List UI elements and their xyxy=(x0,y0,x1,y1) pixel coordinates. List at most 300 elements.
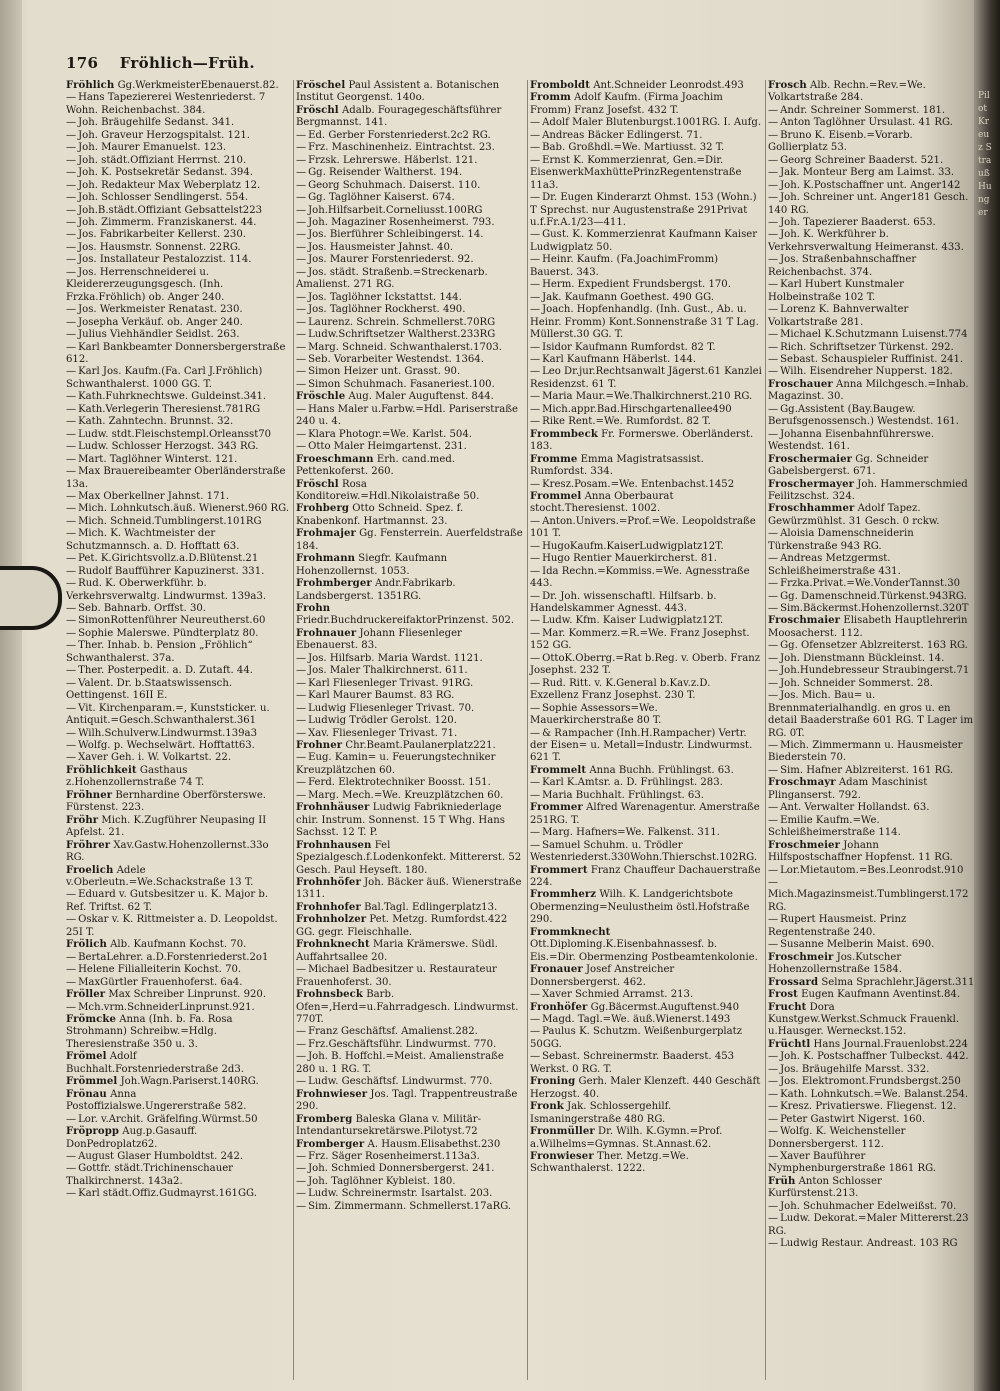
entry-surname: Froschhammer xyxy=(768,503,855,515)
entry-details: Ott.Diploming.K.Eisenbahnassesf. b. Eis.=Dir. Obermenzing Postbeamtenkolonie. xyxy=(530,939,758,963)
entry-repeat-dash: — xyxy=(66,553,77,565)
directory-entry xyxy=(296,690,524,702)
entry-surname: Fronwieser xyxy=(530,1150,594,1162)
directory-entry xyxy=(768,665,975,677)
directory-entry xyxy=(66,1114,290,1126)
entry-details: Xav.Gastw.Hohenzollernst.33o RG. xyxy=(66,839,269,864)
directory-entry xyxy=(296,242,524,254)
entry-details: Jos. Straßenbahnschaffner Reichenbachst. 374. xyxy=(768,254,917,278)
page-number: 176 xyxy=(66,54,99,72)
entry-repeat-dash: — xyxy=(530,702,541,714)
entry-repeat-dash: — xyxy=(768,528,779,540)
directory-entry xyxy=(66,790,290,815)
entry-details: Ed. Gerber Forstenriederst.2c2 RG. xyxy=(308,129,491,141)
directory-entry xyxy=(296,1076,524,1088)
entry-details: Frz. Säger Rosenheimerst.113a3. xyxy=(308,1150,480,1162)
directory-entry xyxy=(530,827,762,839)
directory-entry xyxy=(66,1188,290,1200)
directory-entry xyxy=(66,578,290,603)
directory-entry xyxy=(296,939,524,964)
entry-repeat-dash: — xyxy=(66,254,77,266)
entry-details: Emma Magistratsassist. Rumfordst. 334. xyxy=(530,453,704,478)
directory-column-4 xyxy=(766,80,978,1380)
entry-details: Emilie Kaufm.=We. Schleißheimerstraße 114. xyxy=(768,814,901,839)
directory-entry xyxy=(66,205,290,217)
directory-entry xyxy=(768,653,975,665)
entry-surname: Frohmberger xyxy=(296,578,372,590)
entry-details: Joh. K.Postschaffner unt. Anger142 xyxy=(780,179,961,191)
entry-details: Franz Chauffeur Dachauerstraße 224. xyxy=(530,864,761,888)
directory-entry xyxy=(296,317,524,329)
entry-details: Hans Tapeziererei Westenriederst. 7 Wohn. Reichenbachst. 384. xyxy=(66,92,266,116)
page-right-edge-shadow xyxy=(974,0,1000,1391)
directory-entry xyxy=(768,802,975,814)
entry-repeat-dash: — xyxy=(66,117,77,129)
entry-repeat-dash: — xyxy=(66,428,77,440)
entry-details: Adolf Buchhalt.Forstenriederstraße 2d3. xyxy=(66,1051,244,1075)
entry-repeat-dash: — xyxy=(66,1001,77,1013)
entry-repeat-dash: — xyxy=(66,976,77,988)
entry-repeat-dash: — xyxy=(768,1150,779,1162)
entry-repeat-dash: — xyxy=(530,254,541,266)
entry-details: Josef Anstreicher Donnersbergerst. 462. xyxy=(530,964,675,988)
directory-entry xyxy=(296,454,524,479)
entry-repeat-dash: — xyxy=(768,690,779,702)
entry-details: Mich. K.Zugführer Neupasing II Apfelst. 21. xyxy=(66,814,267,839)
entry-details: Ludwig Fliesenleger Trivast. 70. xyxy=(308,702,475,714)
page-header xyxy=(66,54,255,72)
entry-details: Seb. Vorarbeiter Westendst. 1364. xyxy=(308,353,484,365)
entry-details: Aug.p.Gasauff. DonPedroplatz62. xyxy=(66,1126,198,1150)
entry-surname: Frohnhofer xyxy=(296,901,361,913)
entry-details: Jos. Fabrikarbeiter Kellerst. 230. xyxy=(78,229,246,241)
entry-details: Wilh.Schulverw.Lindwurmst.139a3 xyxy=(78,727,257,739)
entry-repeat-dash: — xyxy=(296,1026,307,1038)
entry-repeat-dash: — xyxy=(768,403,779,415)
entry-surname: Frohnhäuser xyxy=(296,802,370,814)
entry-details: Ludwig Restaur. Andreast. 103 RG xyxy=(780,1238,958,1250)
entry-details: Ida Rechn.=Kommiss.=We. Agnesstraße 443. xyxy=(530,565,750,590)
directory-entry xyxy=(66,130,290,142)
entry-repeat-dash: — xyxy=(768,802,779,814)
entry-details: Andreas Metzgermst. Schleißheimerstraße 431. xyxy=(768,553,901,577)
entry-surname: Frommbeck xyxy=(530,428,598,440)
entry-details: Joh. Zimmerm. Franziskanerst. 44. xyxy=(78,216,257,228)
directory-entry xyxy=(768,1114,975,1126)
entry-details: Aloisia Damenschneiderin Türkenstraße 943 RG. xyxy=(768,528,914,552)
entry-details: Eug. Kamin= u. Feuerungstechniker Kreuzplätzchen 60. xyxy=(296,752,496,776)
entry-details: Sophie Malerswe. Pündterplatz 80. xyxy=(78,627,259,639)
entry-details: Adalb. Fouragegeschäftsführer Bergmannst. 141. xyxy=(296,104,502,129)
directory-entry xyxy=(296,366,524,378)
entry-details: Jos. Werkmeister Renatast. 230. xyxy=(78,304,243,316)
entry-surname: Frosch xyxy=(768,80,807,91)
directory-entry xyxy=(296,1114,524,1139)
entry-details: Joh. Schlosser Sendlingerst. 554. xyxy=(78,192,249,204)
directory-entry xyxy=(530,628,762,653)
entry-repeat-dash: — xyxy=(530,540,541,552)
entry-repeat-dash: — xyxy=(66,441,77,453)
entry-surname: Fromm xyxy=(530,92,571,104)
directory-entry xyxy=(530,254,762,279)
entry-repeat-dash: — xyxy=(768,1076,779,1088)
entry-repeat-dash: — xyxy=(768,117,779,129)
entry-details: Jak. Monteur Berg am Laimst. 33. xyxy=(780,167,955,179)
entry-details: Jos. Mich. Bau= u. Brennmaterialhandlg. en gros u. en detail Baaderstraße 601 RG. T Lager im RG. 0T. xyxy=(768,690,974,739)
directory-entry xyxy=(768,217,975,229)
entry-repeat-dash: — xyxy=(66,752,77,764)
entry-details: Joh. K. Werkführer b. Verkehrsverwaltung Heimeranst. 433. xyxy=(768,229,964,253)
entry-repeat-dash: — xyxy=(66,316,77,328)
entry-details: Gasthaus z.Hohenzollernstraße 74 T. xyxy=(66,764,205,789)
entry-surname: Froschmayr xyxy=(768,777,836,789)
entry-details: Joach. Hopfenhandlg. (Inh. Gust., Ab. u. Heinr. Fromm) Kont.Sonnenstraße 31 T Lag. Müllerst.30 GG. T. xyxy=(530,304,759,341)
entry-repeat-dash: — xyxy=(530,129,541,141)
directory-entry xyxy=(66,952,290,964)
entry-details: Helene Filialleiterin Kochst. 70. xyxy=(78,964,242,976)
entry-repeat-dash: — xyxy=(296,353,307,365)
entry-details: Mich.appr.Bad.Hirschgartenallee490 xyxy=(542,403,732,415)
directory-entry xyxy=(530,728,762,765)
entry-details: Kath. Lohnkutsch.=We. Balanst.254. xyxy=(780,1088,969,1100)
entry-repeat-dash: — xyxy=(530,565,541,577)
directory-entry xyxy=(530,429,762,454)
directory-entry xyxy=(768,479,975,504)
entry-details: Peter Gastwirt Nigerst. 160. xyxy=(780,1113,926,1125)
entry-repeat-dash: — xyxy=(768,677,779,689)
entry-details: Sim.Bäckermst.Hohenzollernst.320T xyxy=(780,603,969,615)
entry-details: Adam Maschinist Plinganserst. 792. xyxy=(768,777,928,801)
directory-entry xyxy=(768,254,975,279)
entry-repeat-dash: — xyxy=(530,291,541,303)
entry-repeat-dash: — xyxy=(296,254,307,266)
directory-entry xyxy=(530,229,762,254)
entry-repeat-dash: — xyxy=(768,1088,779,1100)
directory-entry xyxy=(530,566,762,591)
entry-details: Johanna Eisenbahnführerswe. Westendst. 161. xyxy=(768,428,935,453)
entry-details: Jak. Kaufmann Goethest. 490 GG. xyxy=(542,291,715,303)
directory-entry xyxy=(296,752,524,777)
directory-entry xyxy=(66,615,290,627)
entry-repeat-dash: — xyxy=(66,391,77,403)
directory-entry xyxy=(66,728,290,740)
entry-repeat-dash: — xyxy=(768,366,779,378)
directory-entry xyxy=(66,1151,290,1163)
directory-entry xyxy=(768,914,975,939)
entry-details: Fel Spezialgesch.f.Lodenkonfekt. Mittererst. 52 Gesch. Paul Heyseft. 180. xyxy=(296,839,522,876)
entry-repeat-dash: — xyxy=(530,615,541,627)
entry-repeat-dash: — xyxy=(296,266,307,278)
entry-details: Sebast. Schauspieler Ruffinist. 241. xyxy=(780,353,964,365)
entry-surname: Froschauer xyxy=(768,378,833,390)
entry-surname: Froschmeier xyxy=(768,839,840,851)
entry-repeat-dash: — xyxy=(66,503,77,515)
entry-repeat-dash: — xyxy=(530,391,541,403)
entry-details: Maria Buchhalt. Frühlingst. 63. xyxy=(542,789,704,801)
entry-details: Jak. Schlossergehilf. Ismaningerstraße 480 RG. xyxy=(530,1101,672,1125)
entry-repeat-dash: — xyxy=(296,652,307,664)
entry-details: Marg. Schneid. Schwanthalerst.1703. xyxy=(308,341,502,353)
directory-entry xyxy=(530,591,762,616)
entry-details: Eugen Kaufmann Aventinst.84. xyxy=(801,989,961,1001)
directory-entry xyxy=(66,267,290,304)
directory-entry xyxy=(768,229,975,254)
directory-entry xyxy=(768,366,975,378)
directory-entry xyxy=(768,342,975,354)
entry-details: Ludw.Schriftsetzer Waltherst.233RG xyxy=(308,329,496,341)
entry-details: Gg.Assistent (Bay.Baugew. Berufsgenossensch.) Westendst. 161. xyxy=(768,403,959,428)
entry-details: Mch.vrm.SchneiderLinprunst.921. xyxy=(78,1001,255,1013)
entry-surname: Fromberg xyxy=(296,1113,353,1125)
entry-details: Valent. Dr. b.Staatswissensch. Oettingenst. 16II E. xyxy=(66,677,233,702)
directory-entry xyxy=(66,516,290,528)
entry-repeat-dash: — xyxy=(66,416,77,428)
entry-details: Max Schreiber Linprunst. 920. xyxy=(108,989,267,1001)
entry-details: Otto Maler Heimgartenst. 231. xyxy=(308,441,467,453)
entry-details: Wilh. Eisendreher Nupperst. 182. xyxy=(780,366,953,378)
directory-entry xyxy=(768,1126,975,1151)
directory-entry xyxy=(66,342,290,367)
entry-repeat-dash: — xyxy=(530,839,541,851)
entry-repeat-dash: — xyxy=(296,1188,307,1200)
entry-details: Frz.Geschäftsführ. Lindwurmst. 770. xyxy=(308,1038,497,1050)
entry-details: Andr. Schreiner Sommerst. 181. xyxy=(780,104,946,116)
page-running-title: Fröhlich—Früh. xyxy=(119,54,255,72)
directory-entry xyxy=(66,429,290,441)
directory-entry xyxy=(296,1201,524,1213)
entry-repeat-dash: — xyxy=(296,665,307,677)
entry-details: Josepha Verkäuf. ob. Anger 240. xyxy=(78,316,243,328)
entry-surname: Frohnwieser xyxy=(296,1088,368,1100)
entry-details: Anna Milchgesch.=Inhab. Magazinst. 30. xyxy=(768,378,969,403)
entry-details: Dr. Joh. wissenschaftl. Hilfsarb. b. Handelskammer Agnesst. 443. xyxy=(530,590,717,615)
entry-details: Pet. Metzg. Rumfordst.422 GG. gegr. Fleischhalle. xyxy=(296,914,508,938)
directory-entry xyxy=(296,167,524,179)
directory-entry xyxy=(768,80,975,105)
entry-repeat-dash: — xyxy=(768,104,779,116)
entry-repeat-dash: — xyxy=(66,1163,77,1175)
entry-details: Max Oberkellner Jahnst. 171. xyxy=(78,490,230,502)
entry-repeat-dash: — xyxy=(296,1051,307,1063)
entry-surname: Fröhrer xyxy=(66,839,111,851)
directory-entry xyxy=(768,678,975,690)
directory-entry xyxy=(296,267,524,292)
entry-details: Ludw. Geschäftsf. Lindwurmst. 770. xyxy=(308,1076,493,1088)
entry-surname: Froning xyxy=(530,1076,576,1088)
entry-repeat-dash: — xyxy=(66,1113,77,1125)
entry-details: Rich. Schriftsetzer Türkenst. 292. xyxy=(780,341,954,353)
entry-repeat-dash: — xyxy=(768,1101,779,1113)
entry-repeat-dash: — xyxy=(768,1200,779,1212)
entry-repeat-dash: — xyxy=(530,652,541,664)
entry-repeat-dash: — xyxy=(66,403,77,415)
directory-entry xyxy=(530,653,762,678)
directory-entry xyxy=(530,964,762,989)
entry-repeat-dash: — xyxy=(66,565,77,577)
entry-details: Wolfg. p. Wechselwärt. Hofftatt63. xyxy=(78,740,255,752)
entry-repeat-dash: — xyxy=(296,441,307,453)
directory-entry xyxy=(768,1039,975,1051)
entry-repeat-dash: — xyxy=(296,241,307,253)
directory-entry xyxy=(296,342,524,354)
entry-repeat-dash: — xyxy=(530,117,541,129)
entry-details: Pet. K.Girichtsvollz.a.D.Blütenst.21 xyxy=(78,553,259,565)
entry-repeat-dash: — xyxy=(768,764,779,776)
directory-entry xyxy=(530,553,762,565)
directory-entry xyxy=(530,703,762,728)
entry-details: Maria Krämerswe. Südl. Auffahrtsallee 20. xyxy=(296,939,498,963)
directory-entry xyxy=(296,304,524,316)
entry-details: Joh. Redakteur Max Weberplatz 12. xyxy=(78,179,261,191)
entry-details: Andr.Fabrikarb. Landsbergerst. 1351RG. xyxy=(296,578,456,602)
directory-entry xyxy=(530,989,762,1001)
entry-repeat-dash: — xyxy=(768,229,779,241)
entry-surname: Frömel xyxy=(66,1051,107,1063)
entry-repeat-dash: — xyxy=(768,877,779,888)
entry-details: Joh. Schneider Sommerst. 28. xyxy=(780,677,934,689)
entry-details: Sim. Zimmermann. Schmellerst.17aRG. xyxy=(308,1200,512,1212)
entry-repeat-dash: — xyxy=(530,553,541,565)
directory-entry xyxy=(66,939,290,951)
entry-details: Joh. Magaziner Rosenheimerst. 793. xyxy=(308,216,495,228)
directory-entry xyxy=(768,591,975,603)
entry-details: Franz Geschäftsf. Amalienst.282. xyxy=(308,1026,478,1038)
directory-entry xyxy=(530,1026,762,1051)
entry-surname: Fromboldt xyxy=(530,80,590,91)
directory-entry xyxy=(530,889,762,926)
entry-surname: Frohnholzer xyxy=(296,914,367,926)
entry-surname: Fröpropp xyxy=(66,1126,120,1138)
entry-details: Joh. Tapezierer Baaderst. 653. xyxy=(780,216,936,228)
entry-details: Sophie Assessors=We. Mauerkircherstraße 80 T. xyxy=(530,702,662,727)
entry-details: Anna (Inh. b. Fa. Rosa Strohmann) Schreibw.=Hdlg. Theresienstraße 350 u. 3. xyxy=(66,1013,233,1050)
entry-repeat-dash: — xyxy=(296,167,307,179)
entry-repeat-dash: — xyxy=(768,329,779,341)
directory-entry xyxy=(66,703,290,728)
directory-entry xyxy=(296,404,524,429)
directory-entry xyxy=(768,1176,975,1201)
entry-repeat-dash: — xyxy=(66,951,77,963)
directory-entry xyxy=(296,802,524,839)
entry-surname: Froelich xyxy=(66,864,114,876)
directory-entry xyxy=(66,254,290,266)
directory-entry xyxy=(296,142,524,154)
page-left-margin xyxy=(0,0,22,1391)
entry-details: Frzka.Privat.=We.VonderTannst.30 xyxy=(780,578,961,590)
entry-repeat-dash: — xyxy=(66,216,77,228)
directory-entry xyxy=(530,1051,762,1076)
entry-repeat-dash: — xyxy=(66,341,77,353)
directory-entry xyxy=(66,665,290,677)
entry-details: Joh. B. Hoffchl.=Meist. Amalienstraße 280 u. 1 RG. T. xyxy=(296,1051,504,1075)
entry-details: Mich. Zimmermann u. Hausmeister Biederstein 70. xyxy=(768,740,963,764)
entry-details: Elisabeth Hauptlehrerin Moosacherst. 112. xyxy=(768,615,968,639)
entry-surname: Frohner xyxy=(296,740,343,752)
entry-details: Karl Bankbeamter Donnersbergerstraße 612. xyxy=(66,341,286,365)
entry-surname: Frohnknecht xyxy=(296,939,370,951)
entry-details: Max Brauereibeamter Oberländerstraße 13a. xyxy=(66,466,286,490)
entry-details: & Rampacher (Inh.H.Rampacher) Vertr. der Eisen= u. Metall=Industr. Lindwurmst. 621 T. xyxy=(530,727,753,764)
entry-details: Joh. Taglöhner Kybleist. 180. xyxy=(308,1175,456,1187)
directory-entry xyxy=(296,503,524,528)
directory-entry xyxy=(66,304,290,316)
directory-entry xyxy=(296,703,524,715)
entry-repeat-dash: — xyxy=(530,341,541,353)
directory-entry xyxy=(530,80,762,92)
entry-details: Anton Schlosser Kurfürstenst.213. xyxy=(768,1175,882,1200)
directory-column-2 xyxy=(294,80,528,1380)
entry-repeat-dash: — xyxy=(296,1076,307,1088)
entry-details: Johann Fliesenleger Ebenauerst. 83. xyxy=(296,627,462,652)
directory-entry xyxy=(296,628,524,653)
directory-entry xyxy=(530,192,762,229)
entry-repeat-dash: — xyxy=(66,964,77,976)
directory-entry xyxy=(530,1126,762,1151)
entry-details: Marg. Mech.=We. Kreuzplätzchen 60. xyxy=(308,789,504,801)
directory-entry xyxy=(66,964,290,976)
entry-details: SimonRottenführer Neureutherst.60 xyxy=(78,615,266,627)
entry-details: OttoK.Oberrg.=Rat b.Reg. v. Oberb. Franz Josephst. 232 T. xyxy=(530,652,761,677)
entry-repeat-dash: — xyxy=(66,229,77,241)
entry-details: Joh. Schmied Donnersbergerst. 241. xyxy=(308,1163,495,1175)
entry-repeat-dash: — xyxy=(768,304,779,316)
entry-repeat-dash: — xyxy=(66,702,77,714)
directory-entry xyxy=(296,678,524,690)
entry-surname: Fronhöfer xyxy=(530,1001,588,1013)
directory-entry xyxy=(768,117,975,129)
directory-entry xyxy=(296,989,524,1026)
entry-repeat-dash: — xyxy=(768,129,779,141)
entry-details: Jos. Maurer Forstenriederst. 92. xyxy=(308,254,474,266)
entry-details: Fr. Formerswe. Oberländerst. 183. xyxy=(530,428,754,453)
directory-entry xyxy=(296,441,524,453)
entry-details: Jos. Elektromont.Frundsbergst.250 xyxy=(780,1076,961,1088)
entry-details: Mich. Lohnkutsch.äuß. Wienerst.960 RG. xyxy=(78,503,290,515)
directory-entry xyxy=(66,217,290,229)
entry-surname: Frohmajer xyxy=(296,528,356,540)
entry-repeat-dash: — xyxy=(296,291,307,303)
directory-entry xyxy=(296,379,524,391)
entry-details: Otto Schneid. Spez. f. Knabenkonf. Hartmannst. 23. xyxy=(296,503,464,527)
entry-repeat-dash: — xyxy=(530,403,541,415)
directory-entry xyxy=(66,989,290,1001)
entry-details: Herm. Expedient Frundsbergst. 170. xyxy=(542,279,731,291)
entry-repeat-dash: — xyxy=(768,939,779,951)
entry-details: Isidor Kaufmann Rumfordst. 82 T. xyxy=(542,341,716,353)
entry-surname: Fronmüller xyxy=(530,1126,595,1138)
entry-repeat-dash: — xyxy=(768,1238,779,1250)
directory-entry xyxy=(296,292,524,304)
entry-repeat-dash: — xyxy=(66,453,77,465)
entry-details: Rud. K. Oberwerkführ. b. Verkehrsverwaltg. Lindwurmst. 139a3. xyxy=(66,578,267,602)
directory-entry xyxy=(296,105,524,130)
entry-repeat-dash: — xyxy=(296,304,307,316)
entry-repeat-dash: — xyxy=(66,889,77,901)
entry-details: Georg Schuhmach. Daiserst. 110. xyxy=(308,179,481,191)
entry-details: Joh. K. Postsekretär Sedanst. 394. xyxy=(78,167,253,179)
entry-details: Leo Dr.jur.Rechtsanwalt Jägerst.61 Kanzlei Residenzst. 61 T. xyxy=(530,366,762,390)
entry-details: Joh. Maurer Emanuelst. 123. xyxy=(78,142,227,154)
directory-entry xyxy=(768,1201,975,1213)
entry-details: Ther. Posterpedit. a. D. Zutaft. 44. xyxy=(78,665,253,677)
entry-details: Baleska Glana v. Militär-Intendantursekretärswe.Pilotyst.72 xyxy=(296,1113,482,1138)
directory-entry xyxy=(768,167,975,179)
entry-details: Joh.Hundebresseur Straubingerst.71 xyxy=(780,665,970,677)
entry-details: Magd. Tagl.=We. äuß.Wienerst.1493 xyxy=(542,1013,731,1025)
directory-entry xyxy=(296,354,524,366)
entry-details: Ludw. Dekorat.=Maler Mittererst.23 RG. xyxy=(768,1213,969,1237)
directory-entry xyxy=(296,528,524,553)
